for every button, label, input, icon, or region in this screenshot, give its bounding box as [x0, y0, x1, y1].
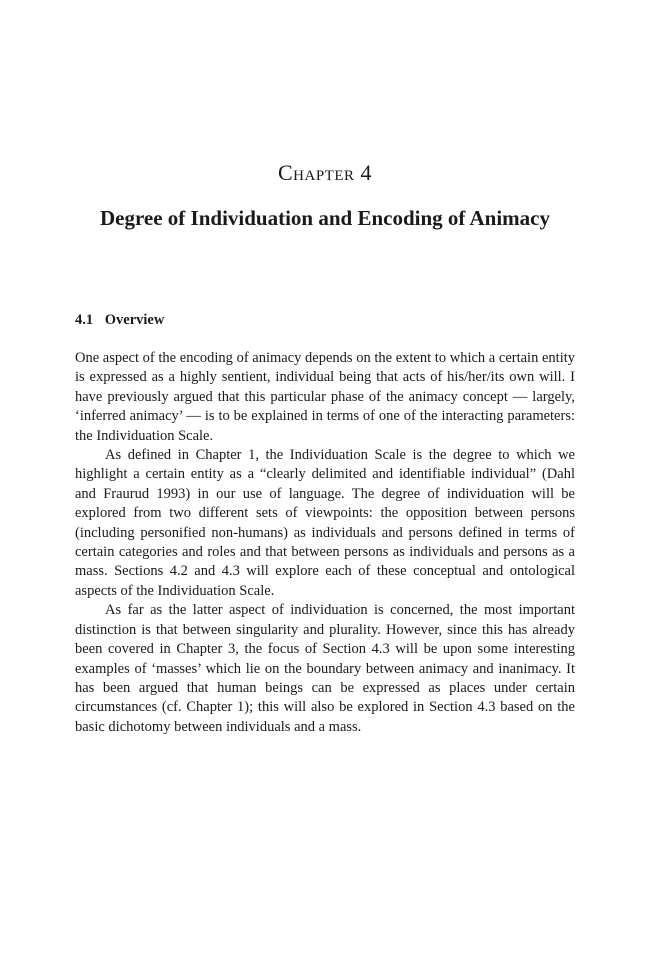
- chapter-title: Degree of Individuation and Encoding of Animacy: [99, 206, 550, 230]
- body-text: [75, 349, 575, 737]
- paragraph: As far as the latter aspect of individuation is concerned, the most important distinction is that between singularity and plurality. However, since this has already been covered in Chapter 3, the focus of Section 4.3 will be upon some interesting examples of ‘masses’ which lie on the boundary between animacy and inanimacy. It has been argued that human beings can be expressed as places under certain circumstances (cf. Chapter 1); this will also be explored in Section 4.3 based on the basic dichotomy between individuals and a mass.: [75, 602, 575, 735]
- paragraph: One aspect of the encoding of animacy depends on the extent to which a certain entity is expressed as a highly sentient, individual being that acts of his/her/its own will. I have previously argued that this particular phase of the animacy concept — largely, ‘inferred animacy’ — is to be explained in terms of one of the interacting parameters: the Individuation Scale.: [75, 350, 575, 444]
- section-heading: [75, 312, 164, 329]
- chapter-label: Chapter 4: [277, 160, 372, 185]
- section-number: 4.1: [75, 312, 94, 328]
- paragraph: As defined in Chapter 1, the Individuation Scale is the degree to which we highlight a certain entity as a “clearly delimited and identifiable individual” (Dahl and Fraurud 1993) in our use of language. The degree of individuation will be explored from two different sets of viewpoints: the opposition between persons (including personified non-humans) as individuals and persons defined in terms of certain categories and roles and that between persons as individuals and persons as a mass. Sections 4.2 and 4.3 will explore each of these conceptual and ontological aspects of the Individuation Scale.: [75, 447, 575, 599]
- section-title: Overview: [104, 312, 165, 328]
